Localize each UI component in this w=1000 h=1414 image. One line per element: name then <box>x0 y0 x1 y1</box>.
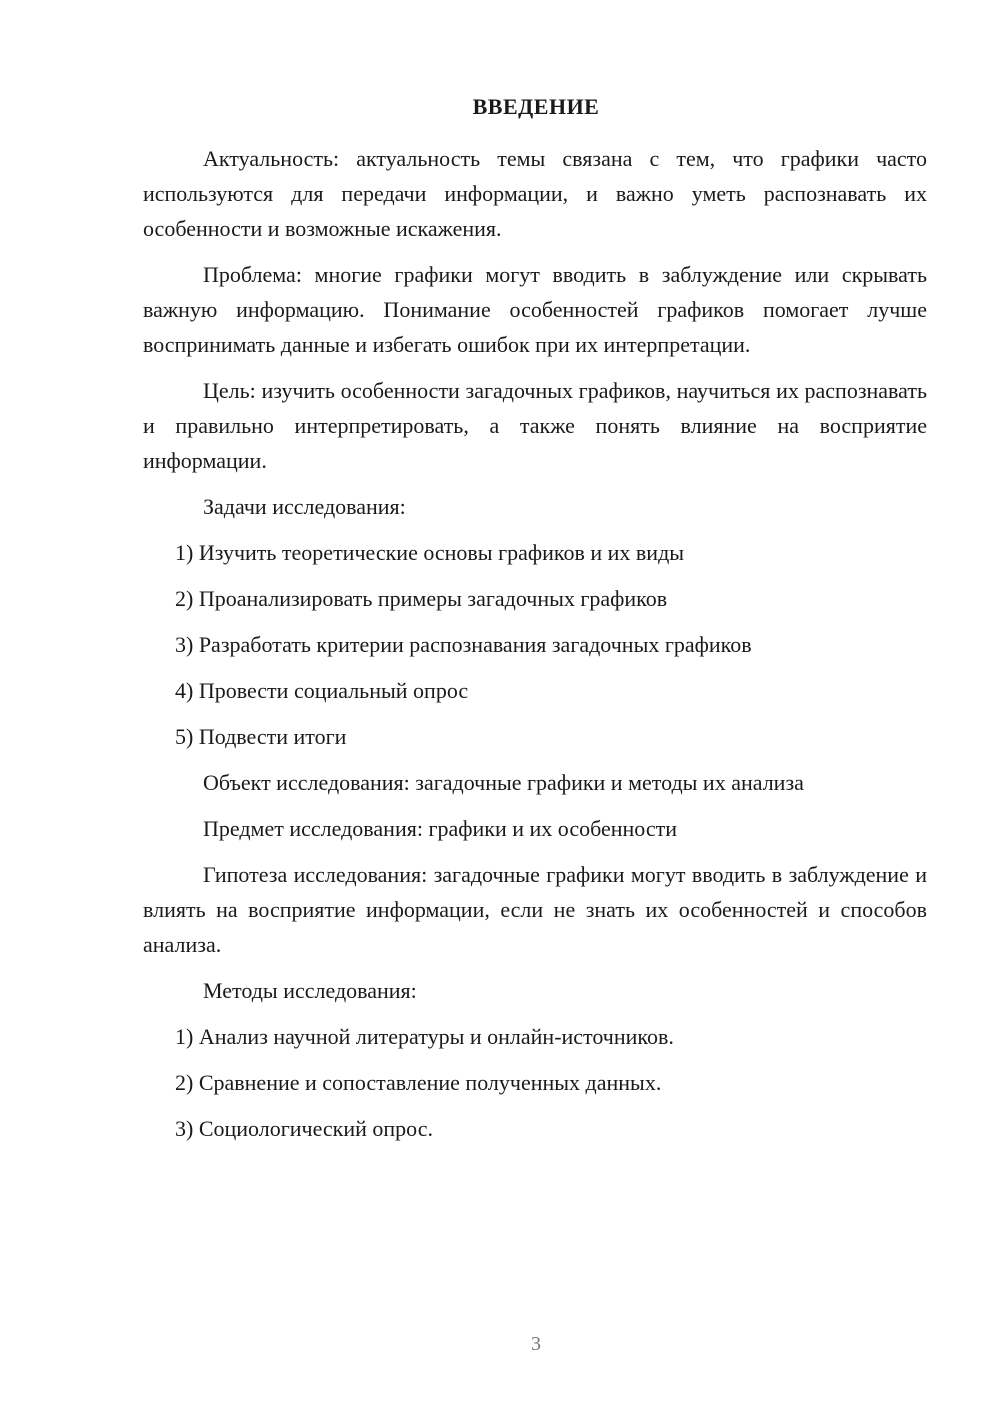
subject-paragraph: Предмет исследования: графики и их особенности <box>203 816 677 841</box>
tasks-heading: Задачи исследования: <box>203 494 406 519</box>
hypothesis-paragraph: Гипотеза исследования: загадочные графики могут вводить в заблуждение и влиять на восприятие информации, если не знать их особенностей и способов анализа. <box>143 862 927 957</box>
page-title: ВВЕДЕНИЕ <box>472 94 600 119</box>
method-item: 1) Анализ научной литературы и онлайн-источников. <box>175 1024 674 1049</box>
problem-paragraph: Проблема: многие графики могут вводить в заблуждение или скрывать важную информацию. Понимание особенностей графиков помогает лучше воспринимать данные и избегать ошибок при их интерпретации. <box>143 262 927 357</box>
method-item: 3) Социологический опрос. <box>175 1116 433 1141</box>
task-item: 3) Разработать критерии распознавания загадочных графиков <box>175 632 752 657</box>
relevance-paragraph: Актуальность: актуальность темы связана с тем, что графики часто используются для передачи информации, и важно уметь распознавать их особенности и возможные искажения. <box>143 146 927 241</box>
task-item: 1) Изучить теоретические основы графиков и их виды <box>175 540 685 565</box>
object-paragraph: Объект исследования: загадочные графики и методы их анализа <box>203 770 804 795</box>
document-body <box>143 141 927 1157</box>
page-number: 3 <box>531 1333 541 1355</box>
task-item: 4) Провести социальный опрос <box>175 678 469 703</box>
task-item: 5) Подвести итоги <box>175 724 347 749</box>
methods-heading: Методы исследования: <box>203 978 417 1003</box>
goal-paragraph: Цель: изучить особенности загадочных графиков, научиться их распознавать и правильно интерпретировать, а также понять влияние на восприятие информации. <box>143 378 927 473</box>
task-item: 2) Проанализировать примеры загадочных графиков <box>175 586 668 611</box>
method-item: 2) Сравнение и сопоставление полученных данных. <box>175 1070 662 1095</box>
